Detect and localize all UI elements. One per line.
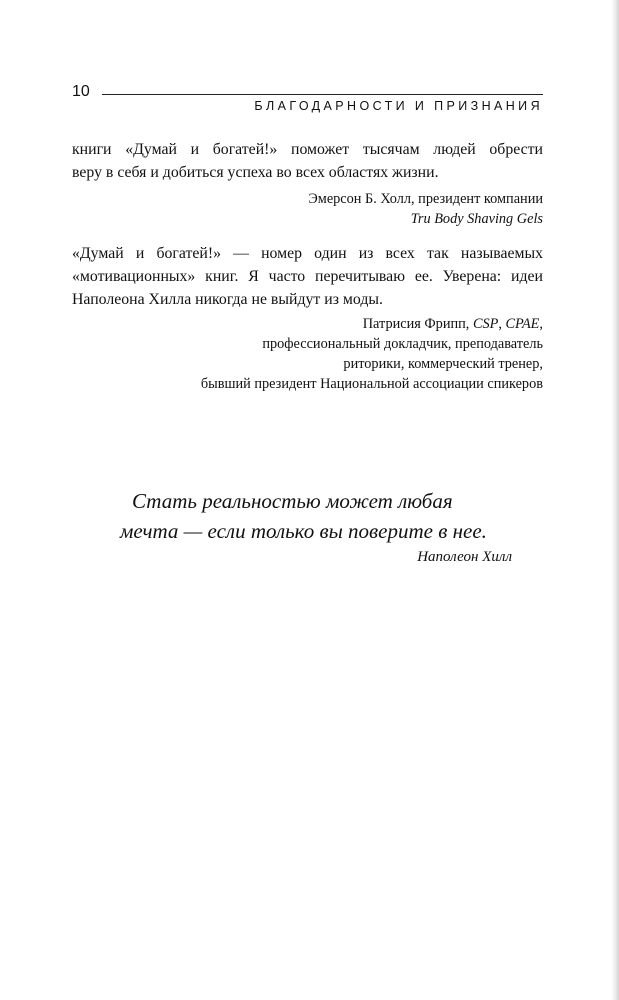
header-rule [102,94,543,95]
text-line: веру в себя и добиться успеха во всех областях жизни. [72,164,439,181]
credential-csp: CSP [472,316,499,332]
running-head: БЛАГОДАРНОСТИ И ПРИЗНАНИЯ [254,99,543,113]
attribution-comma: , [539,316,543,332]
epigraph-author: Наполеон Хилл [417,549,512,565]
testimonial-attribution [72,314,543,394]
text-line: Наполеона Хилла никогда не выйдут из моды. [72,291,383,308]
text-line: «Думай и богатей!» — номер один из всех так называемых [72,245,543,262]
testimonial-text [72,242,543,311]
attribution-line: риторики, коммерческий тренер, [343,356,543,372]
epigraph-line: Стать реальностью может любая [132,489,453,513]
testimonial-attribution [72,189,543,229]
epigraph [120,486,520,568]
text-line: книги «Думай и богатей!» поможет тысячам людей обрести [72,141,543,158]
attribution-name: Патрисия Фрипп, [362,316,473,332]
page-edge-shadow [611,0,619,1000]
credential-separator: , [498,316,506,332]
attribution-line [72,314,543,334]
attribution-line: бывший президент Национальной ассоциации спикеров [200,376,543,392]
attribution-company: Tru Body Shaving Gels [410,211,543,227]
page-header [72,82,543,122]
testimonial-fripp [72,242,543,394]
epigraph-line: мечта — если только вы поверите в нее. [120,519,487,543]
attribution-line: профессиональный докладчик, преподаватель [262,336,543,352]
attribution-line: Эмерсон Б. Холл, президент компании [308,191,543,207]
text-line: «мотивационных» книг. Я часто перечитываю ее. Уверена: идеи [72,268,543,285]
page-number: 10 [72,83,90,100]
testimonial-text [72,138,543,184]
credential-cpae: CPAE [505,316,540,332]
testimonial-hall [72,138,543,229]
